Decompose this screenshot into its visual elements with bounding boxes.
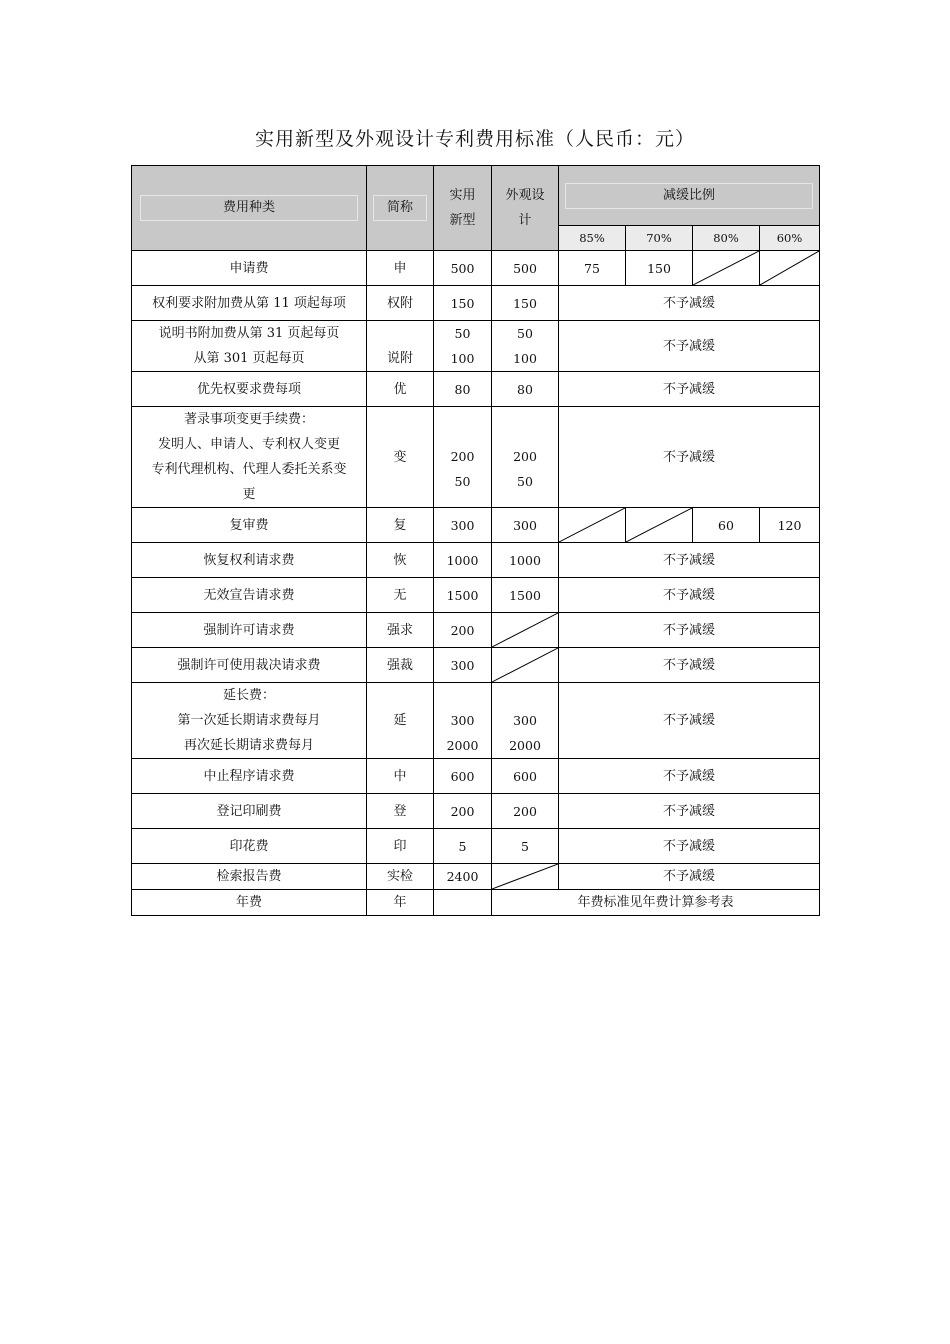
no-reduction: 不予减缓	[559, 613, 820, 648]
header-reduction-label: 减缓比例	[565, 183, 813, 209]
empty-cell-diagonal	[760, 251, 820, 286]
fee-name: 说明书附加费从第 31 页起每页 从第 301 页起每页	[132, 321, 367, 372]
fee-name: 强制许可使用裁决请求费	[132, 648, 367, 683]
fee-name: 检索报告费	[132, 864, 367, 890]
header-pct-85: 85%	[559, 226, 626, 251]
header-pct-80: 80%	[693, 226, 760, 251]
table-row	[132, 864, 820, 890]
page-title: 实用新型及外观设计专利费用标准（人民币：元）	[254, 128, 695, 150]
table-row	[132, 543, 820, 578]
header-fee-type	[132, 166, 367, 251]
fee-name: 中止程序请求费	[132, 759, 367, 794]
header-abbr-label: 简称	[373, 195, 427, 221]
fee-design: 1500	[492, 578, 559, 613]
fee-abbr: 变	[367, 407, 434, 508]
no-reduction: 不予减缓	[559, 648, 820, 683]
no-reduction: 不予减缓	[559, 543, 820, 578]
table-row	[132, 407, 820, 508]
header-utility-model: 实用 新型	[434, 166, 492, 251]
fee-abbr: 申	[367, 251, 434, 286]
no-reduction: 不予减缓	[559, 794, 820, 829]
reduction-85: 75	[559, 251, 626, 286]
fee-design: 150	[492, 286, 559, 321]
fee-design: 50 100	[492, 321, 559, 372]
fee-abbr: 无	[367, 578, 434, 613]
reduction-60: 120	[760, 508, 820, 543]
fee-abbr: 登	[367, 794, 434, 829]
fee-abbr: 强求	[367, 613, 434, 648]
fee-name: 印花费	[132, 829, 367, 864]
fee-abbr: 恢	[367, 543, 434, 578]
header-reduction	[559, 166, 820, 226]
fee-name: 权利要求附加费从第 11 项起每项	[132, 286, 367, 321]
fee-abbr: 印	[367, 829, 434, 864]
reduction-80: 60	[693, 508, 760, 543]
table-row	[132, 508, 820, 543]
fee-utility: 200	[434, 613, 492, 648]
fee-design: 5	[492, 829, 559, 864]
fee-abbr: 复	[367, 508, 434, 543]
fee-name: 登记印刷费	[132, 794, 367, 829]
table-row	[132, 321, 820, 372]
fee-utility: 300	[434, 508, 492, 543]
fee-abbr: 延	[367, 683, 434, 759]
annual-fee-note: 年费标准见年费计算参考表	[492, 890, 820, 916]
no-reduction: 不予减缓	[559, 578, 820, 613]
fee-abbr: 权附	[367, 286, 434, 321]
fee-utility: 5	[434, 829, 492, 864]
fee-utility: 500	[434, 251, 492, 286]
fee-name: 无效宣告请求费	[132, 578, 367, 613]
empty-cell-diagonal	[559, 508, 626, 543]
table-row	[132, 648, 820, 683]
fee-name: 强制许可请求费	[132, 613, 367, 648]
fee-design: 1000	[492, 543, 559, 578]
fee-design: 600	[492, 759, 559, 794]
fee-design: 80	[492, 372, 559, 407]
header-abbr	[367, 166, 434, 251]
fee-utility: 200	[434, 794, 492, 829]
table-row	[132, 578, 820, 613]
fee-design: 200	[492, 794, 559, 829]
fee-design: 300 2000	[492, 683, 559, 759]
fee-utility: 300 2000	[434, 683, 492, 759]
header-design: 外观设 计	[492, 166, 559, 251]
fee-utility: 1000	[434, 543, 492, 578]
empty-cell-diagonal	[492, 648, 559, 683]
fee-abbr: 优	[367, 372, 434, 407]
table-row	[132, 372, 820, 407]
table-row	[132, 251, 820, 286]
no-reduction: 不予减缓	[559, 286, 820, 321]
header-pct-60: 60%	[760, 226, 820, 251]
table-row	[132, 829, 820, 864]
fee-utility: 300	[434, 648, 492, 683]
empty-cell-diagonal	[492, 864, 559, 890]
table-row	[132, 794, 820, 829]
no-reduction: 不予减缓	[559, 759, 820, 794]
fee-abbr: 中	[367, 759, 434, 794]
fee-abbr: 年	[367, 890, 434, 916]
fee-utility: 80	[434, 372, 492, 407]
fee-utility	[434, 890, 492, 916]
fee-name: 复审费	[132, 508, 367, 543]
table-row	[132, 890, 820, 916]
no-reduction: 不予减缓	[559, 829, 820, 864]
table-row	[132, 286, 820, 321]
fee-name: 年费	[132, 890, 367, 916]
fee-utility: 1500	[434, 578, 492, 613]
no-reduction: 不予减缓	[559, 683, 820, 759]
fee-design: 200 50	[492, 407, 559, 508]
no-reduction: 不予减缓	[559, 407, 820, 508]
fee-utility: 2400	[434, 864, 492, 890]
fee-abbr: 强裁	[367, 648, 434, 683]
no-reduction: 不予减缓	[559, 321, 820, 372]
fee-utility: 600	[434, 759, 492, 794]
fee-utility: 150	[434, 286, 492, 321]
fee-abbr: 说附	[367, 321, 434, 372]
fee-utility: 200 50	[434, 407, 492, 508]
fee-name: 优先权要求费每项	[132, 372, 367, 407]
fee-utility: 50 100	[434, 321, 492, 372]
header-pct-70: 70%	[626, 226, 693, 251]
fee-design: 300	[492, 508, 559, 543]
empty-cell-diagonal	[693, 251, 760, 286]
fee-name: 恢复权利请求费	[132, 543, 367, 578]
fee-table	[131, 165, 820, 916]
empty-cell-diagonal	[626, 508, 693, 543]
no-reduction: 不予减缓	[559, 864, 820, 890]
fee-abbr: 实检	[367, 864, 434, 890]
header-fee-type-label: 费用种类	[140, 195, 358, 221]
fee-name: 著录事项变更手续费： 发明人、申请人、专利权人变更 专利代理机构、代理人委托关系变 更	[132, 407, 367, 508]
no-reduction: 不予减缓	[559, 372, 820, 407]
fee-design: 500	[492, 251, 559, 286]
empty-cell-diagonal	[492, 613, 559, 648]
table-row	[132, 613, 820, 648]
fee-name: 申请费	[132, 251, 367, 286]
fee-name: 延长费： 第一次延长期请求费每月 再次延长期请求费每月	[132, 683, 367, 759]
table-row	[132, 683, 820, 759]
table-row	[132, 759, 820, 794]
reduction-70: 150	[626, 251, 693, 286]
